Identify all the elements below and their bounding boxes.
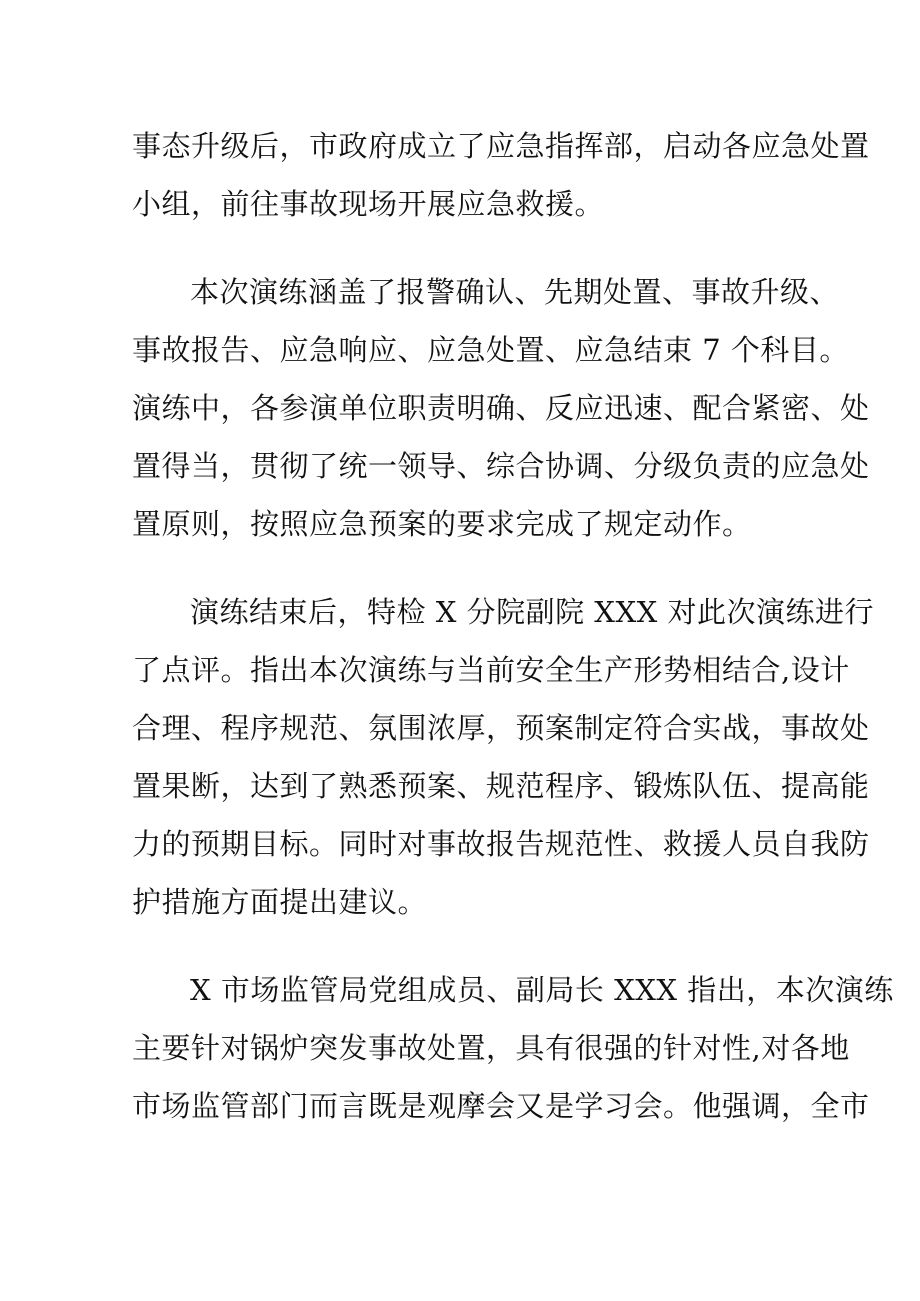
text-line: 合理、程序规范、氛围浓厚，预案制定符合实战，事故处	[132, 711, 870, 745]
text-line: 本次演练涵盖了报警确认、先期处置、事故升级、	[190, 275, 840, 309]
text-line: 演练中，各参演单位职责明确、反应迅速、配合紧密、处	[132, 391, 870, 425]
document-body	[132, 117, 894, 1165]
text-line: 小组，前往事故现场开展应急救援。	[132, 187, 605, 221]
text-line: 事故报告、应急响应、应急处置、应急结束 7 个科目。	[132, 333, 849, 367]
text-line: 置得当，贯彻了统一领导、综合协调、分级负责的应急处	[132, 449, 870, 483]
paragraph-2	[132, 263, 870, 553]
text-line: 护措施方面提出建议。	[132, 885, 428, 919]
paragraph-1	[132, 117, 870, 233]
text-line: 置果断，达到了熟悉预案、规范程序、锻炼队伍、提高能	[132, 769, 870, 803]
text-line: 力的预期目标。同时对事故报告规范性、救援人员自我防	[132, 827, 870, 861]
text-line: 主要针对锅炉突发事故处置，具有很强的针对性,对各地	[132, 1031, 850, 1065]
text-line: 置原则，按照应急预案的要求完成了规定动作。	[132, 507, 752, 541]
text-line: 事态升级后，市政府成立了应急指挥部，启动各应急处置	[132, 129, 870, 163]
paragraph-3	[132, 583, 874, 931]
paragraph-4	[132, 961, 894, 1135]
text-line: 市场监管部门而言既是观摩会又是学习会。他强调，全市	[132, 1089, 870, 1123]
text-line: 了点评。指出本次演练与当前安全生产形势相结合,设计	[132, 653, 850, 687]
text-line: X 市场监管局党组成员、副局长 XXX 指出，本次演练	[190, 973, 894, 1007]
text-line: 演练结束后，特检 X 分院副院 XXX 对此次演练进行	[190, 595, 874, 629]
